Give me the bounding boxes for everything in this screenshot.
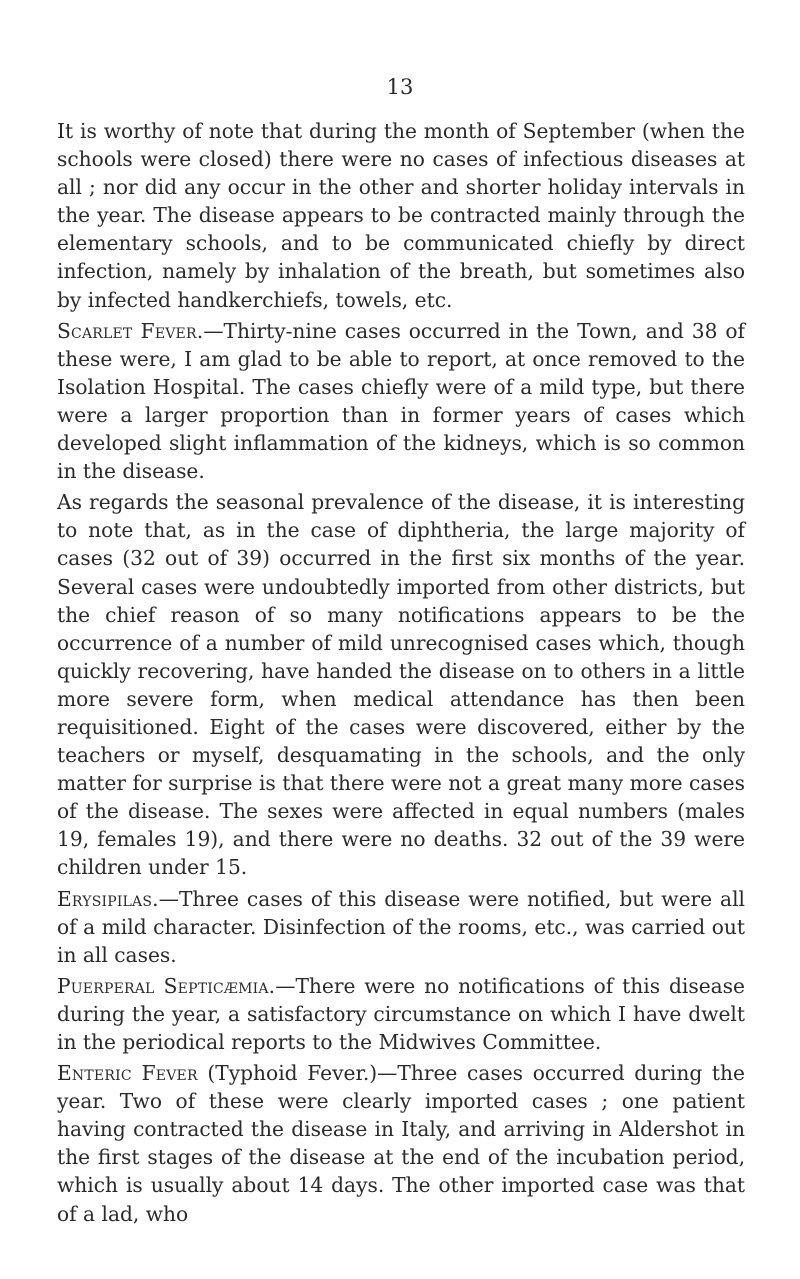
paragraph-scarlet-fever bbox=[57, 317, 745, 486]
page-number: 13 bbox=[386, 75, 414, 99]
paragraph-enteric-fever bbox=[57, 1059, 745, 1228]
paragraph-erysipilas bbox=[57, 885, 745, 969]
puerperal-heading: Puerperal Septicæmia. bbox=[57, 973, 276, 998]
scarlet-fever-body: —Thirty-nine cases occurred in the Town, and 38 of these were, I am glad to be able to report, at once removed to the Isolation Hospital. The cases chiefly were of a mild type, but there were a larger proportion than in former years of cases which developed slight inflammation of the kidneys, which is so common in the disease. bbox=[57, 318, 745, 484]
paragraph-seasonal-prevalence: As regards the seasonal prevalence of the disease, it is interesting to note that, as in the case of diphtheria, the large majority of cases (32 out of 39) occurred in the first six months of the year. Several cases were undoubtedly imported from other districts, but the chief reason of so many notifications appears to be the occurrence of a number of mild unrecognised cases which, though quickly recovering, have handed the disease on to others in a little more severe form, when medical attendance has then been requisitioned. Eight of the cases were discovered, either by the teachers or myself, desquamating in the schools, and the only matter for surprise is that there were not a great many more cases of the disease. The sexes were affected in equal numbers (males 19, females 19), and there were no deaths. 32 out of the 39 were children under 15. bbox=[57, 490, 745, 880]
puerperal-body: —There were no notifications of this disease during the year, a satisfactory circumstance on which I have dwelt in the periodical reports to the Midwives Committee. bbox=[57, 973, 745, 1054]
erysipilas-body: —Three cases of this disease were notified, but were all of a mild character. Disinfection of the rooms, etc., was carried out in all cases. bbox=[57, 886, 745, 967]
enteric-body: (Typhoid Fever.)—Three cases occurred during the year. Two of these were clearly imported cases ; one patient having contracted the disease in Italy, and arriving in Aldershot in the first stages of the disease at the end of the incubation period, which is usually about 14 days. The other imported case was that of a lad, who bbox=[57, 1061, 745, 1226]
report-text bbox=[57, 117, 745, 1231]
scarlet-fever-heading: Scarlet Fever. bbox=[57, 318, 204, 343]
enteric-heading: Enteric Fever bbox=[57, 1061, 198, 1086]
erysipilas-heading: Erysipilas. bbox=[57, 886, 159, 911]
paragraph-september: It is worthy of note that during the month of September (when the schools were closed) there were no cases of infectious diseases at all ; nor did any occur in the other and shorter holiday intervals in the year. The disease appears to be contracted mainly through the elementary schools, and to be communicated chiefly by direct infection, namely by inhalation of the breath, but sometimes also by infected handkerchiefs, towels, etc. bbox=[57, 119, 745, 312]
paragraph-puerperal-septicaemia bbox=[57, 972, 745, 1056]
